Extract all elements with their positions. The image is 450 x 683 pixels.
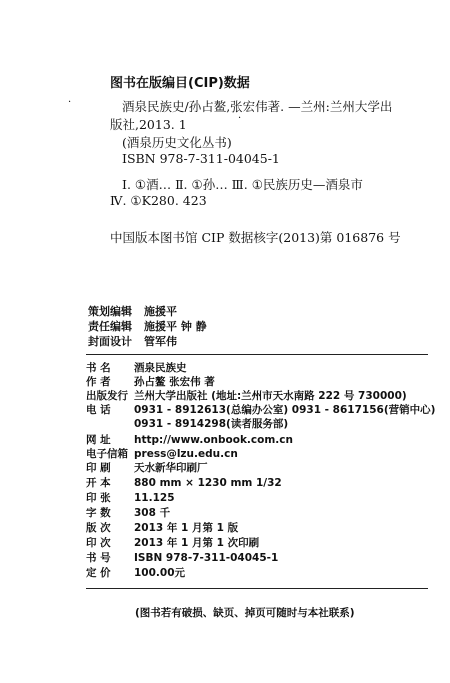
cip-record-number: 中国版本图书馆 CIP 数据核字(2013)第 016876 号	[110, 230, 401, 245]
pub-row-printer	[86, 460, 208, 475]
pub-row-email	[86, 446, 238, 461]
pub-row-publisher	[86, 388, 407, 403]
pub-key: 电子信箱	[86, 448, 128, 460]
staff-value: 施援平	[144, 305, 177, 318]
pub-value: 308 千	[134, 507, 171, 519]
cip-line-2: 版社,2013. 1	[110, 117, 187, 132]
staff-value: 施援平 钟 静	[144, 320, 207, 333]
cip-title: 图书在版编目(CIP)数据	[110, 76, 250, 91]
pub-row-phone-cont: 0931 - 8914298(读者服务部)	[134, 418, 289, 430]
pub-row-phone	[86, 402, 435, 417]
pub-row-website	[86, 432, 293, 447]
pub-value: ISBN 978-7-311-04045-1	[134, 552, 279, 564]
staff-label: 封面设计	[88, 335, 132, 348]
staff-row	[88, 333, 177, 349]
pub-row-price	[86, 565, 185, 580]
pub-row-title	[86, 360, 187, 375]
pub-value: 酒泉民族史	[134, 362, 187, 374]
staff-label: 责任编辑	[88, 320, 132, 333]
pub-key: 定 价	[86, 567, 111, 579]
margin-dot: ·	[68, 97, 72, 108]
staff-row	[88, 318, 207, 334]
margin-dot: ·	[238, 113, 242, 124]
staff-row	[88, 303, 177, 319]
pub-value: 2013 年 1 月第 1 版	[134, 522, 239, 534]
divider-top	[86, 354, 428, 355]
cip-line-5: Ⅰ. ①酒… Ⅱ. ①孙… Ⅲ. ①民族历史—酒泉市	[122, 177, 363, 192]
pub-key: 作 者	[86, 376, 111, 388]
pub-row-sheets	[86, 490, 175, 505]
pub-row-printing	[86, 535, 259, 550]
cip-line-1: 酒泉民族史/孙占鳌,张宏伟著. —兰州:兰州大学出	[122, 99, 393, 114]
cip-line-3: (酒泉历史文化丛书)	[122, 135, 232, 150]
footer-notice: (图书若有破损、缺页、掉页可随时与本社联系)	[135, 607, 355, 619]
cip-line-6: Ⅳ. ①K280. 423	[110, 193, 207, 208]
pub-key: 出版发行	[86, 390, 128, 402]
pub-key: 电 话	[86, 404, 111, 416]
cip-line-4: ISBN 978-7-311-04045-1	[122, 151, 280, 166]
pub-row-edition	[86, 520, 238, 535]
divider-bottom	[86, 588, 428, 589]
pub-value: 880 mm × 1230 mm 1/32	[134, 477, 282, 489]
pub-value: http://www.onbook.com.cn	[134, 434, 293, 446]
pub-value: 0931 - 8912613(总编办公室) 0931 - 8617156(营销中心)	[134, 404, 436, 416]
pub-key: 字 数	[86, 507, 111, 519]
pub-value: 2013 年 1 月第 1 次印刷	[134, 537, 260, 549]
pub-key: 开 本	[86, 477, 111, 489]
staff-value: 管军伟	[144, 335, 177, 348]
pub-value: 孙占鳌 张宏伟 著	[134, 376, 215, 388]
pub-key: 版 次	[86, 522, 111, 534]
pub-key: 印 刷	[86, 462, 111, 474]
pub-row-wordcount	[86, 505, 170, 520]
pub-value: 100.00元	[134, 567, 186, 579]
pub-value: 兰州大学出版社 (地址:兰州市天水南路 222 号 730000)	[134, 390, 407, 402]
pub-row-format	[86, 475, 282, 490]
pub-key: 网 址	[86, 434, 111, 446]
pub-row-author	[86, 374, 215, 389]
pub-value: 11.125	[134, 492, 175, 504]
pub-key: 印 张	[86, 492, 111, 504]
pub-value: 天水新华印刷厂	[134, 462, 208, 474]
pub-row-isbn	[86, 550, 278, 565]
pub-value: press@lzu.edu.cn	[134, 448, 238, 460]
staff-label: 策划编辑	[88, 305, 132, 318]
pub-key: 书 号	[86, 552, 111, 564]
pub-key: 书 名	[86, 362, 111, 374]
pub-key: 印 次	[86, 537, 111, 549]
